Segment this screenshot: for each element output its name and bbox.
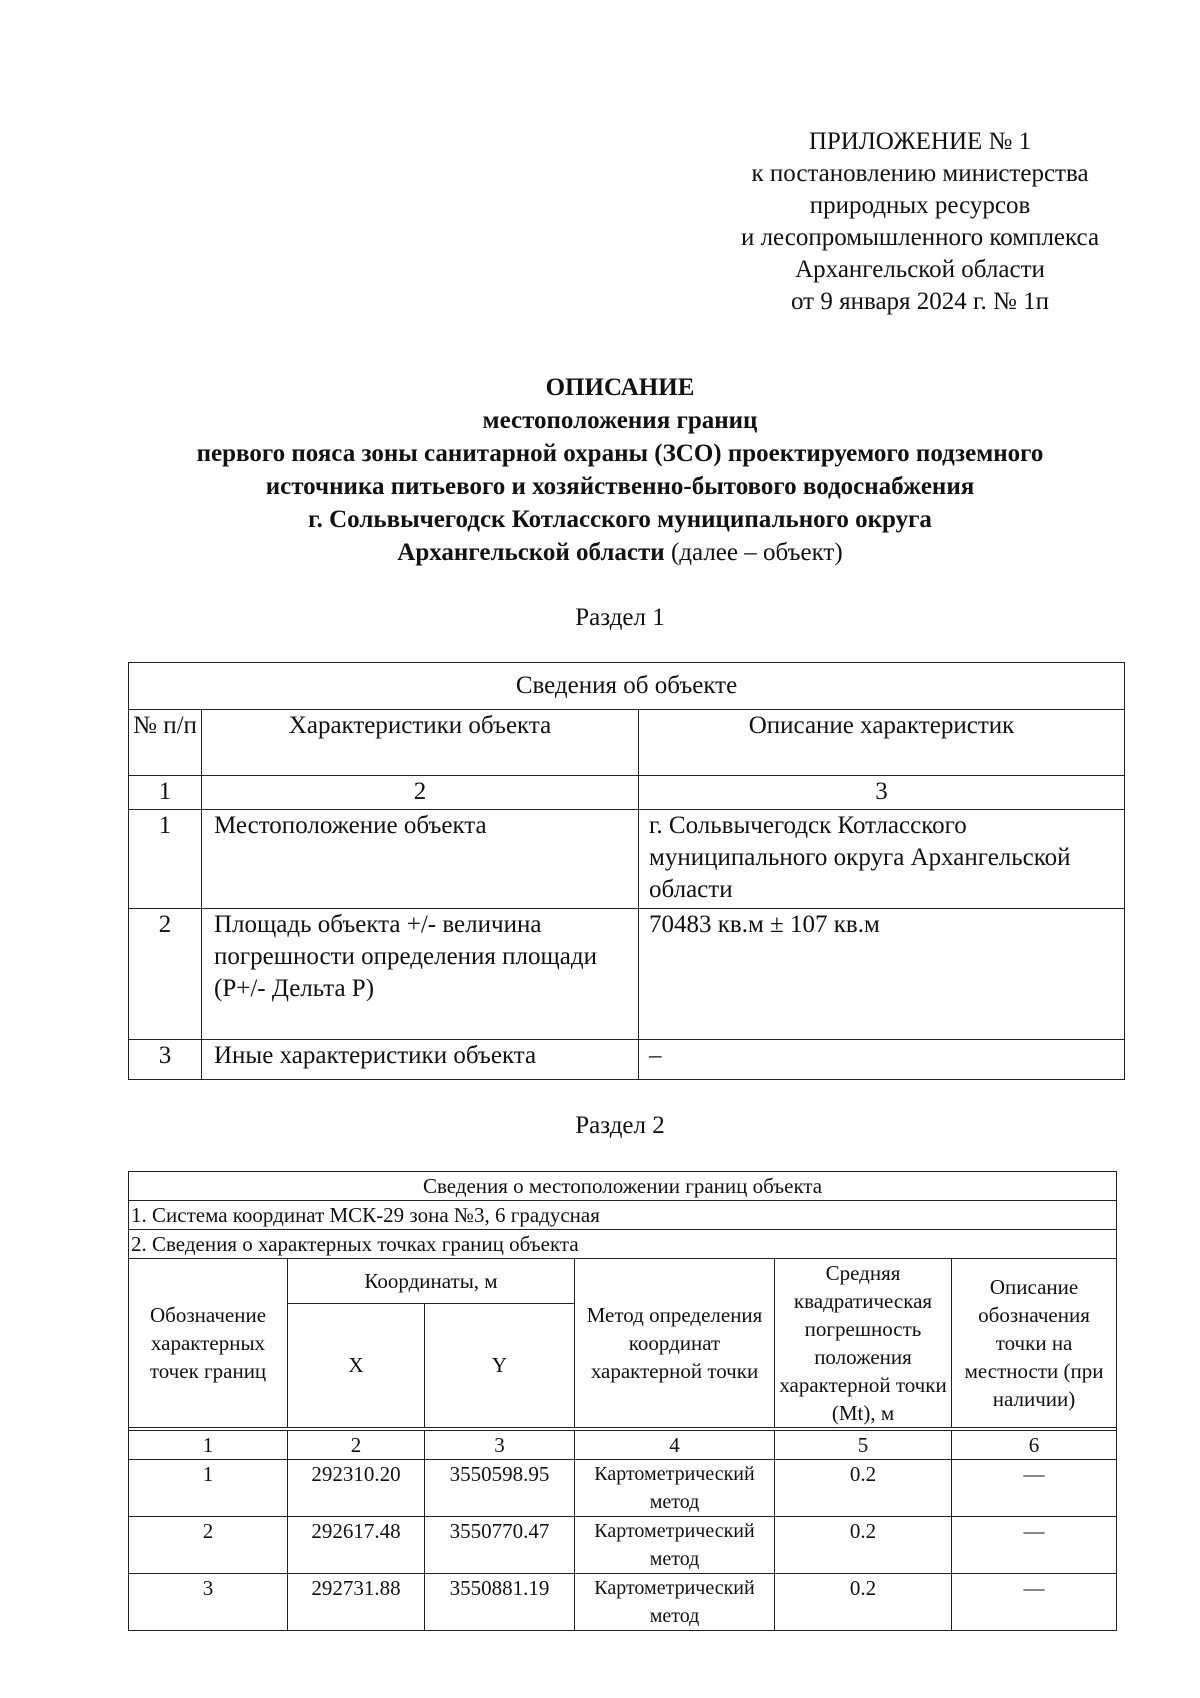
col-number: 2 [202, 776, 639, 810]
header-number: № п/п [129, 710, 202, 776]
point-mt: 0.2 [775, 1460, 952, 1517]
point-method: Картометрический метод [575, 1517, 775, 1574]
title-line: источника питьевого и хозяйственно-бытового водоснабжения [265, 473, 975, 500]
point-id: 1 [129, 1460, 288, 1517]
document-title [60, 371, 1180, 569]
col-number: 1 [129, 1431, 288, 1460]
points-title: 2. Сведения о характерных точках границ объекта [129, 1230, 1117, 1259]
title-line: местоположения границ [482, 407, 758, 434]
point-method: Картометрический метод [575, 1460, 775, 1517]
title-normal-part: (далее – объект) [664, 539, 843, 566]
point-id: 2 [129, 1517, 288, 1574]
point-x: 292617.48 [288, 1517, 425, 1574]
table-row [129, 1574, 1117, 1631]
point-description: — [952, 1517, 1117, 1574]
title-line-last [60, 536, 1180, 569]
point-x: 292731.88 [288, 1574, 425, 1631]
col-number: 1 [129, 776, 202, 810]
row-name: Площадь объекта +/- величина погрешности определения площади (Р+/- Дельта Р) [202, 909, 639, 1040]
row-number: 2 [129, 909, 202, 1040]
col-number: 5 [775, 1431, 952, 1460]
point-y: 3550881.19 [425, 1574, 575, 1631]
row-desc: – [639, 1040, 1125, 1080]
title-line: г. Сольвычегодск Котласского муниципального округа [308, 506, 932, 533]
table1-title: Сведения об объекте [129, 663, 1125, 710]
table2-title: Сведения о местоположении границ объекта [129, 1172, 1117, 1201]
header-coordinates: Координаты, м [288, 1259, 575, 1304]
col-number: 2 [288, 1431, 425, 1460]
title-line: первого пояса зоны санитарной охраны (ЗСО) проектируемого подземного [196, 440, 1044, 467]
appendix-line: ПРИЛОЖЕНИЕ № 1 [808, 128, 1032, 155]
appendix-line: к постановлению министерства [751, 160, 1089, 187]
row-desc: г. Сольвычегодск Котласского муниципального округа Архангельской области [639, 810, 1125, 909]
appendix-line: природных ресурсов [809, 192, 1031, 219]
appendix-header [700, 126, 1140, 318]
header-method: Метод определения координат характерной точки [575, 1259, 775, 1428]
table-row [129, 1040, 1125, 1080]
title-bold-part: Архангельской области [397, 539, 665, 566]
point-method: Картометрический метод [575, 1574, 775, 1631]
col-number: 3 [639, 776, 1125, 810]
table-row [129, 1460, 1117, 1517]
col-number: 6 [952, 1431, 1117, 1460]
row-desc: 70483 кв.м ± 107 кв.м [639, 909, 1125, 1040]
point-x: 292310.20 [288, 1460, 425, 1517]
header-characteristics: Характеристики объекта [202, 710, 639, 776]
coordinate-system: 1. Система координат МСК-29 зона №3, 6 градусная [129, 1201, 1117, 1230]
point-mt: 0.2 [775, 1517, 952, 1574]
header-point-description: Описание обозначения точки на местности (при наличии) [952, 1259, 1117, 1428]
row-number: 1 [129, 810, 202, 909]
row-name: Местоположение объекта [202, 810, 639, 909]
header-designation: Обозначение характерных точек границ [129, 1259, 288, 1428]
row-name: Иные характеристики объекта [202, 1040, 639, 1080]
object-info-table [128, 662, 1125, 1080]
point-description: — [952, 1460, 1117, 1517]
col-number: 3 [425, 1431, 575, 1460]
appendix-line: Архангельской области [795, 256, 1045, 283]
point-y: 3550598.95 [425, 1460, 575, 1517]
table-row [129, 909, 1125, 1040]
appendix-line: от 9 января 2024 г. № 1п [791, 288, 1049, 315]
table-row [129, 1517, 1117, 1574]
point-y: 3550770.47 [425, 1517, 575, 1574]
point-mt: 0.2 [775, 1574, 952, 1631]
col-number: 4 [575, 1431, 775, 1460]
title-line: ОПИСАНИЕ [545, 374, 695, 401]
header-error: Средняя квадратическая погрешность положения характерной точки (Mt), м [775, 1259, 952, 1428]
point-id: 3 [129, 1574, 288, 1631]
appendix-line: и лесопромышленного комплекса [740, 224, 1100, 251]
point-description: — [952, 1574, 1117, 1631]
header-y: Y [425, 1303, 575, 1427]
boundary-points-table [128, 1171, 1117, 1631]
header-x: X [288, 1303, 425, 1427]
table-row [129, 810, 1125, 909]
header-description: Описание характеристик [639, 710, 1125, 776]
section1-heading: Раздел 1 [575, 604, 665, 631]
section2-heading: Раздел 2 [575, 1112, 665, 1139]
row-number: 3 [129, 1040, 202, 1080]
